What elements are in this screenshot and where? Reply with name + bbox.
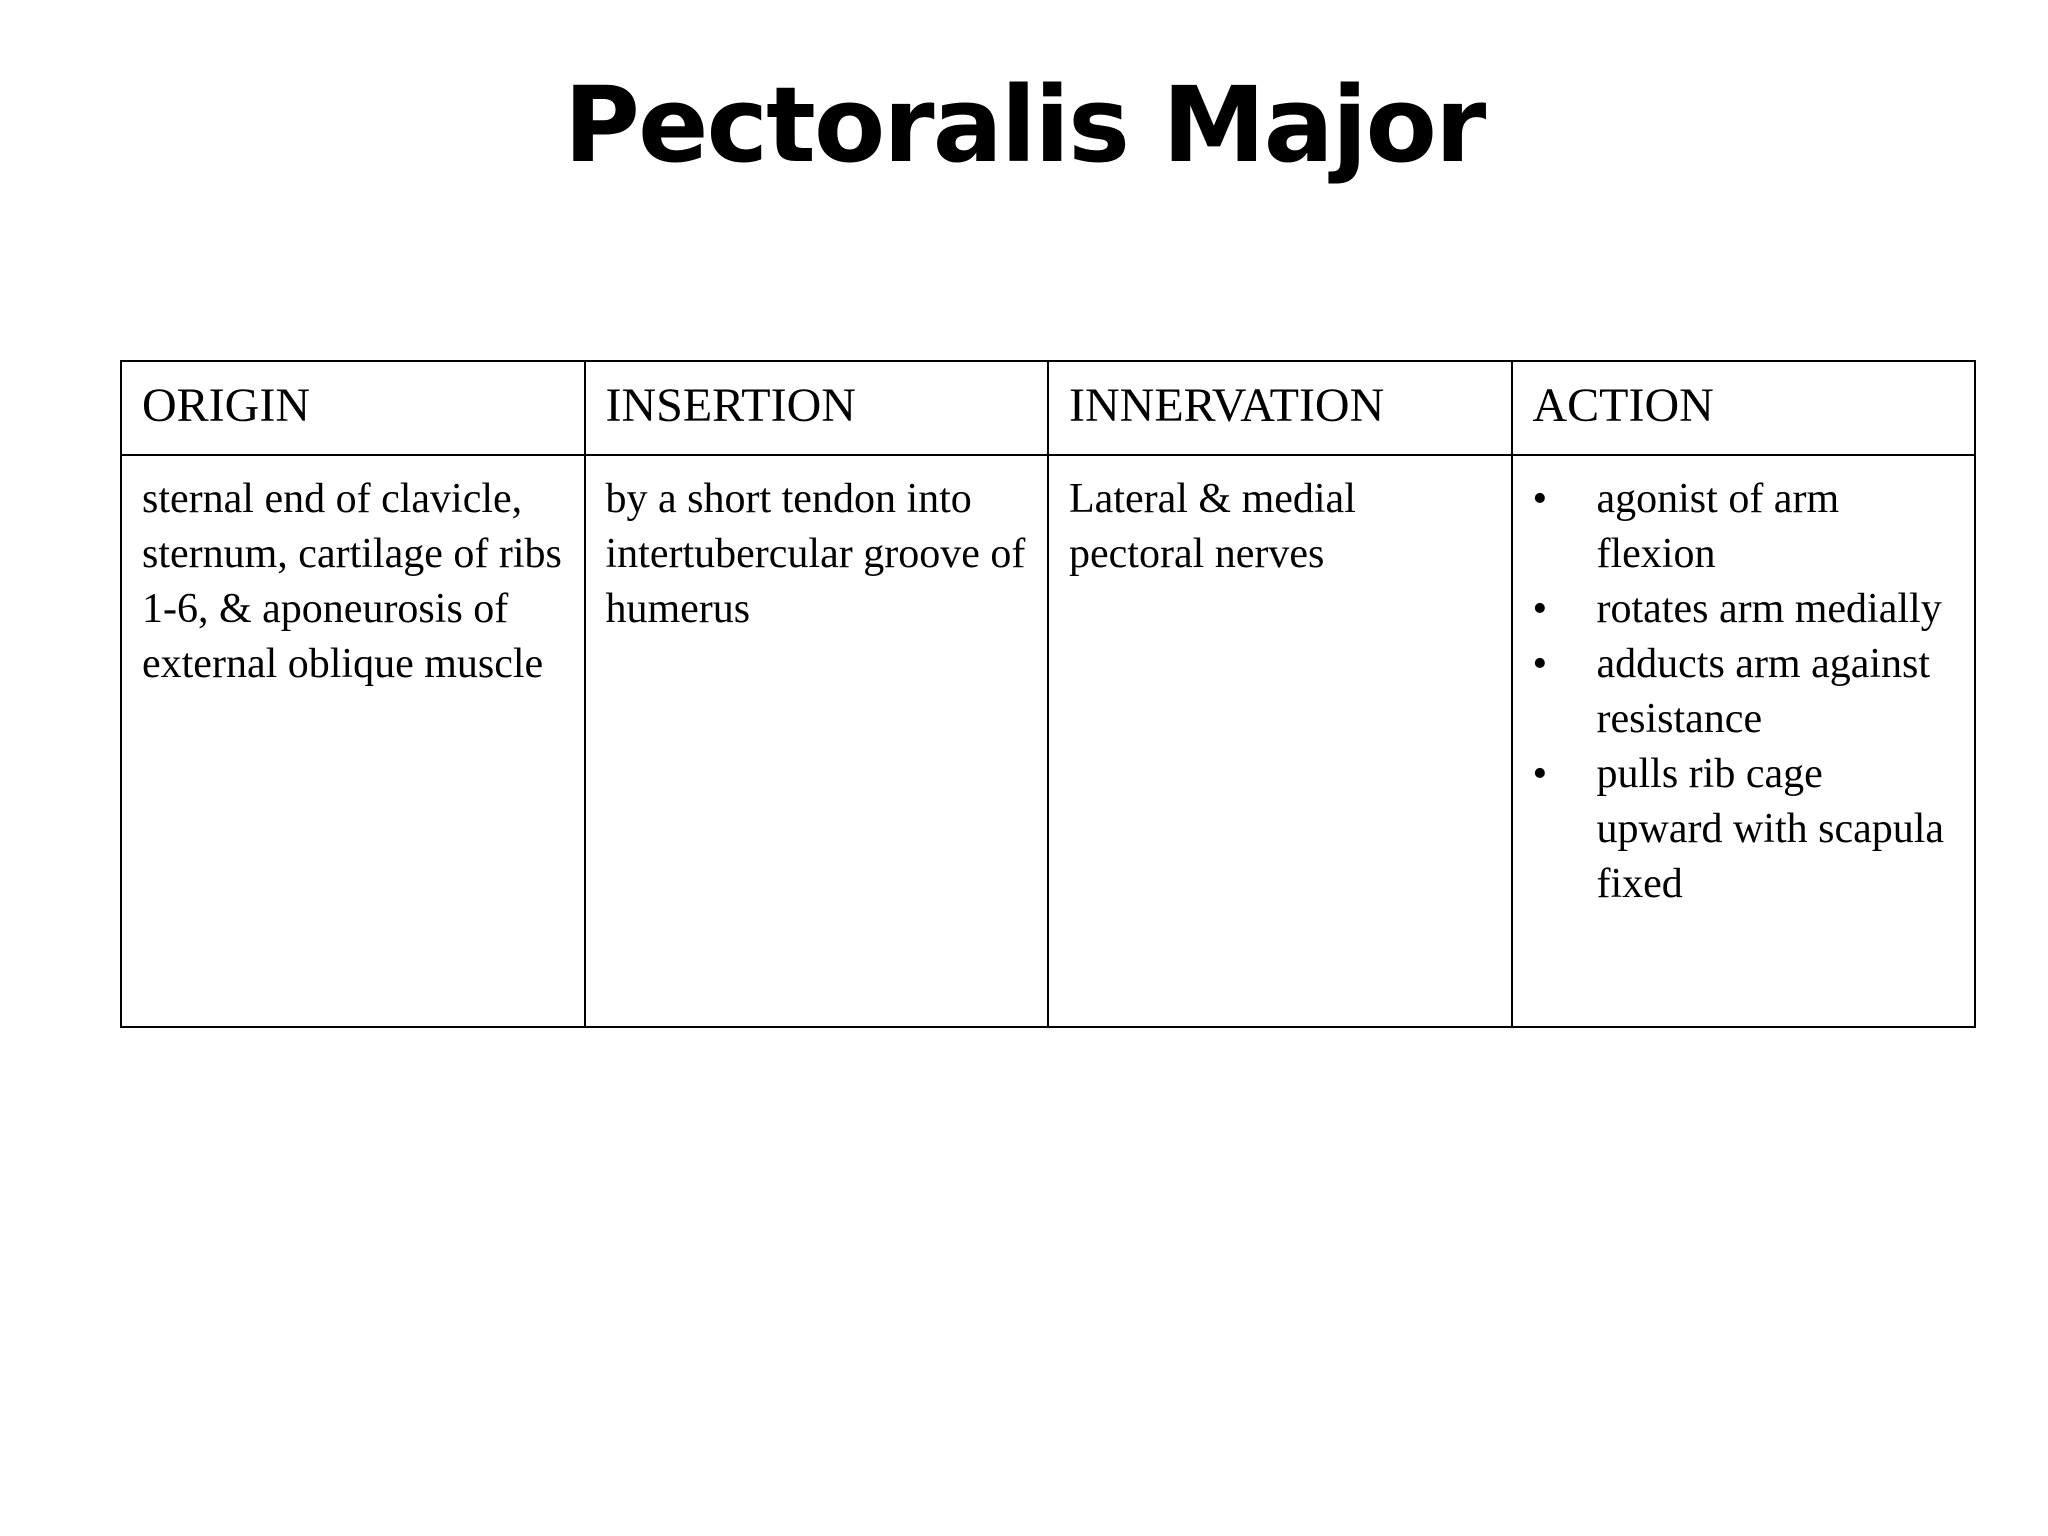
slide-title: Pectoralis Major (563, 64, 1485, 186)
list-item (1533, 637, 1955, 747)
table-row (121, 455, 1975, 1027)
cell-innervation: Lateral & medial pectoral nerves (1048, 455, 1512, 1027)
muscle-info-table (120, 360, 1976, 1028)
action-text: agonist of arm flexion (1596, 476, 1840, 577)
bullet-icon: • (1532, 586, 1548, 632)
bullet-icon: • (1532, 641, 1548, 687)
bullet-icon: • (1532, 476, 1548, 522)
bullet-icon: • (1532, 751, 1548, 797)
cell-action (1512, 455, 1976, 1027)
header-insertion: INSERTION (585, 361, 1049, 455)
table-header-row (121, 361, 1975, 455)
list-item (1533, 747, 1955, 912)
list-item (1533, 582, 1955, 637)
header-innervation: INNERVATION (1048, 361, 1512, 455)
list-item (1533, 472, 1955, 582)
action-text: rotates arm medially (1596, 586, 1942, 632)
action-text: adducts arm against resistance (1596, 641, 1931, 742)
header-origin: ORIGIN (121, 361, 585, 455)
action-text: pulls rib cage upward with scapula fixed (1596, 751, 1945, 907)
header-action: ACTION (1512, 361, 1976, 455)
action-list (1533, 472, 1955, 912)
cell-origin: sternal end of clavicle, sternum, cartilage of ribs 1-6, & aponeurosis of external oblique muscle (121, 455, 585, 1027)
cell-insertion: by a short tendon into intertubercular groove of humerus (585, 455, 1049, 1027)
